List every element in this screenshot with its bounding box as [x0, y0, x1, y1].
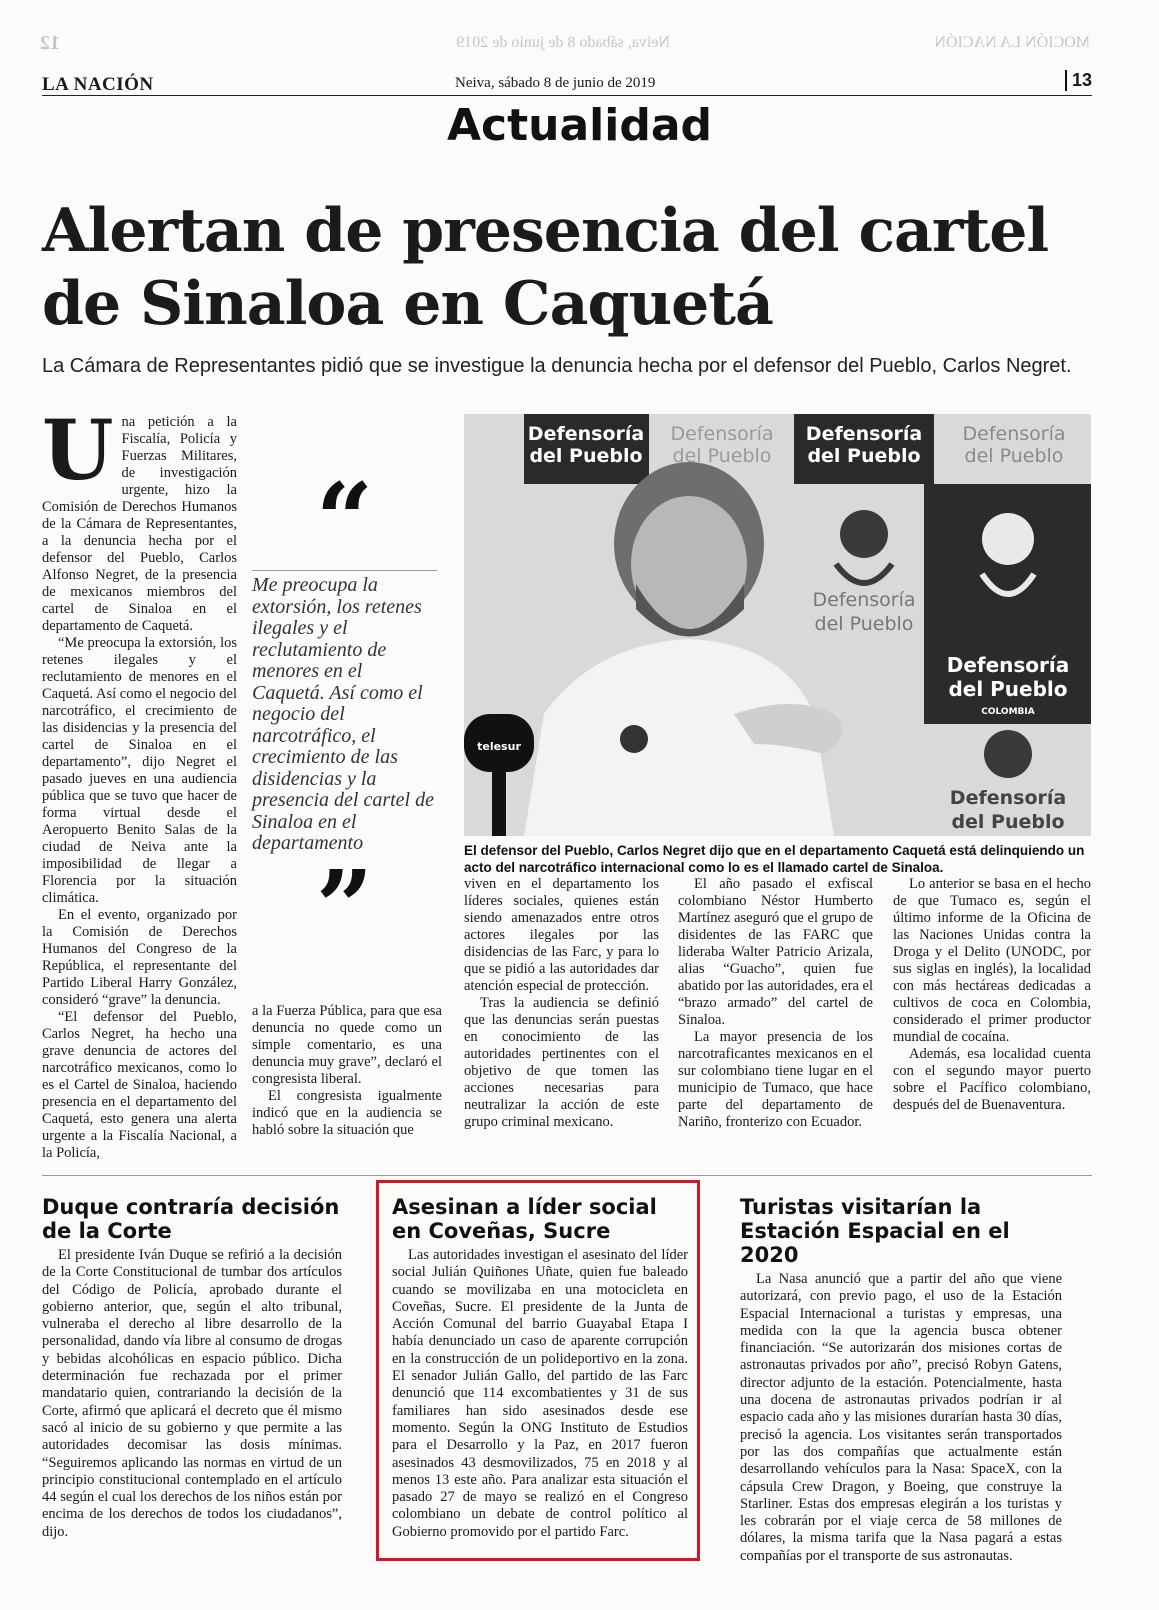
bleed-left: MOCIÓN LA NACIÓN — [934, 34, 1090, 51]
article-paragraph: viven en el departamento los líderes sociales, quienes están siendo amenazados entre otros actores ilegales por las disidencias de las Farc, y para lo que se pidió a las autoridades dar atención especial de protección. — [464, 876, 659, 994]
photo-illustration — [464, 414, 1091, 836]
article-paragraph: Además, esa localidad cuenta con el segundo mayor puerto sobre el Pacífico colombiano, después del de Buenaventura. — [893, 1046, 1091, 1113]
svg-text:COLOMBIA: COLOMBIA — [981, 707, 1035, 717]
article-paragraph: Lo anterior se basa en el hecho de que Tumaco es, según el último informe de la Oficina de las Naciones Unidas contra la Droga y el Delito (UNODC, por sus siglas en inglés), la localidad con más hectáreas dedicadas a cultivos de coca en Colombia, considerado el primer productor mundial de cocaína. — [893, 876, 1091, 1045]
article-column-2 — [252, 1003, 442, 1139]
svg-text:del Pueblo: del Pueblo — [951, 811, 1065, 833]
svg-text:telesur: telesur — [477, 740, 521, 753]
svg-text:Defensoría: Defensoría — [670, 423, 774, 445]
briefs-divider — [42, 1175, 1092, 1176]
svg-text:Defensoría: Defensoría — [949, 787, 1067, 809]
article-paragraph: La mayor presencia de los narcotraficantes mexicanos en el sur colombiano tiene lugar en el municipio de Tumaco, que hace parte del departamento de Nariño, fronterizo con Ecuador. — [678, 1029, 873, 1130]
svg-text:Defensoría: Defensoría — [946, 653, 1070, 677]
svg-text:del Pueblo: del Pueblo — [964, 445, 1064, 467]
headline: Alertan de presencia del cartel de Sinaloa en Caquetá — [42, 196, 1049, 339]
brief-title: Turistas visitarían la Estación Espacial en el 2020 — [740, 1195, 1010, 1267]
brief-body: La Nasa anunció que a partir del año que viene autorizará, con previo pago, el uso de la Estación Espacial Internacional a turistas y empresas, una medida con la que la agencia busca obtener financiación. “Se autorizarán dos misiones cortas de astronautas privados por año”, precisó Robyn Gatens, director adjunto de la estación. Potencialmente, hasta una docena de astronautas privados podrían ir al espacio cada año y las misiones durarían hasta 30 días, precisó la agencia. Los visitantes serán transportados por las dos compañías que actualmente están desarrollando vehículos para la Nasa: SpaceX, con la cápsula Crew Dragon, y Boeing, que construye la Starliner. Estas dos empresas elegirán a los turistas y les cobrarán por el viaje cerca de 58 millones de dólares, la misma tarifa que la Nasa pagará a estas compañías por el transporte de sus astronautas. — [740, 1271, 1062, 1564]
article-paragraph: En el evento, organizado por la Comisión de Derechos Humanos del Congreso de la República, el representante del Partido Liberal Harry González, consideró “grave” la denuncia. — [42, 907, 237, 1008]
svg-text:del Pueblo: del Pueblo — [672, 445, 772, 467]
highlight-box — [376, 1180, 700, 1561]
page-number: 13 — [1065, 70, 1092, 91]
article-paragraph: El año pasado el exfiscal colombiano Néstor Humberto Martínez aseguró que el grupo de disidentes de las FARC que lideraba Walter Patricio Arizala, alias “Guacho”, quien fue abatido por las autoridades, era el “brazo armado” del cartel de Sinaloa. — [678, 876, 873, 1028]
pull-quote-text: Me preocupa la extorsión, los retenes ilegales y el reclutamiento de menores en el Caquetá. Así como el negocio del narcotráfico, el crecimiento de las disidencias y la presencia del cartel de Sinaloa en el departamento — [252, 570, 437, 855]
article-column-4 — [678, 876, 873, 1131]
article-column-1 — [42, 403, 237, 1162]
news-brief — [42, 1195, 342, 1541]
news-brief — [740, 1195, 1062, 1565]
article-paragraph: “El defensor del Pueblo, Carlos Negret, ha hecho una grave denuncia de actores del narcotráfico mexicanos, como lo es el Cartel de Sinaloa, haciendo presencia en el departamento del Caquetá, esto genera una alerta urgente a la Fiscalía Nacional, a la Policía, — [42, 1009, 237, 1161]
bleed-through-text — [40, 30, 1090, 56]
drop-cap: U — [42, 403, 114, 499]
open-quote-icon: “ — [315, 461, 374, 579]
svg-text:del Pueblo: del Pueblo — [529, 445, 643, 467]
header-rule — [42, 95, 1092, 96]
article-column-5 — [893, 876, 1091, 1114]
article-paragraph: El congresista igualmente indicó que en la audiencia se habló sobre la situación que — [252, 1088, 442, 1138]
article-paragraph: Tras la audiencia se definió que las denuncias serán puestas en conocimiento de las autoridades pertinentes con el objetivo de que tomen las acciones necesarias para neutralizar la acción de este grupo criminal mexicano. — [464, 995, 659, 1130]
brief-title: Duque contraría decisión de la Corte — [42, 1195, 340, 1243]
newspaper-logo: LA NACIÓN — [42, 74, 154, 95]
subheadline: La Cámara de Representantes pidió que se investigue la denuncia hecha por el defensor del Pueblo, Carlos Negret. — [42, 355, 1072, 377]
svg-text:Defensoría: Defensoría — [812, 589, 916, 611]
section-title: Actualidad — [446, 100, 713, 151]
svg-text:del Pueblo: del Pueblo — [814, 613, 914, 635]
article-paragraph: a la Fuerza Pública, para que esa denuncia no quede como un simple comentario, es una denuncia muy grave”, declaró el congresista liberal. — [252, 1003, 442, 1087]
article-photo — [464, 414, 1091, 836]
svg-text:Defensoría: Defensoría — [962, 423, 1066, 445]
dateline: Neiva, sábado 8 de junio de 2019 — [455, 75, 656, 91]
svg-text:del Pueblo: del Pueblo — [807, 445, 921, 467]
article-paragraph: “Me preocupa la extorsión, los retenes ilegales y el reclutamiento de menores en el Caquetá. Así como el negocio del narcotráfico, el crecimiento de las disidencias y la presencia del cartel de Sinaloa en el departamento”, dijo Negret el pasado jueves en una audiencia pública que se tuvo que hacer de forma virtual desde el Aeropuerto Benito Salas de la ciudad de Neiva ante la imposibilidad de llegar a Florencia por la situación climática. — [42, 635, 237, 906]
brief-title: Asesinan a líder social en Coveñas, Sucre — [392, 1195, 657, 1243]
svg-text:Defensoría: Defensoría — [527, 423, 645, 445]
bleed-center: Neiva, sábado 8 de junio de 2019 — [456, 34, 670, 51]
brief-body: Las autoridades investigan el asesinato del líder social Julián Quiñones Uñate, quien fue baleado cuando se movilizaba en una motocicleta en Coveñas, Sucre. El presidente de la Junta de Acción Comunal del barrio Guayabal Etapa I había denunciado un caso de aparente corrupción en la construcción de un polideportivo en la zona. El senador Julián Gallo, del partido de las Farc denunció que 114 excombatientes y 31 de sus familiares han sido asesinados desde ese momento. Según la ONG Instituto de Estudios para el Desarrollo y la Paz, en 2017 fueron asesinados 43 desmovilizados, 75 en 2018 y al menos 13 este año. Para analizar esta situación el pasado 27 de mayo se realizó en el Congreso colombiano un debate de control político al Gobierno promovido por el partido Farc. — [392, 1247, 688, 1540]
svg-text:Defensoría: Defensoría — [805, 423, 923, 445]
brief-body: El presidente Iván Duque se refirió a la decisión de la Corte Constitucional de tumbar dos artículos del Código de Policía, aprobado durante el gobierno anterior, que, según el alto tribunal, vulneraba el derecho al libre desarrollo de la personalidad, dando vía libre al consumo de drogas y bebidas alcohólicas en espacio público. Dicha determinación fue rechazada por el primer mandatario quien, contrariando la decisión de la Corte, afirmó que aplicará el decreto que él mismo sacó al inicio de su gobierno y que permite a las autoridades decomisar las dosis mínimas. “Seguiremos aplicando las normas en virtud de un principio constitucional contemplado en el artículo 44 según el cual los derechos de los niños están por encima de los derechos de todos los ciudadanos”, dijo. — [42, 1247, 342, 1540]
bleed-page: 12 — [40, 32, 60, 54]
close-quote-icon: ” — [315, 847, 374, 966]
pull-quote — [252, 461, 437, 966]
article-column-3 — [464, 876, 659, 1131]
article-paragraph: Una petición a la Fiscalía, Policía y Fuerzas Militares, de investigación urgente, hizo la Comisión de Derechos Humanos de la Cámara de Representantes, a la denuncia hecha por el defensor del Pueblo, Carlos Alfonso Negret, de la presencia de mexicanos miembros del cartel de Sinaloa en el departamento de Caquetá. — [42, 403, 237, 634]
photo-caption: El defensor del Pueblo, Carlos Negret dijo que en el departamento Caquetá está delinquiendo un acto del narcotráfico internacional como lo es el llamado cartel de Sinaloa. — [464, 843, 1085, 875]
svg-text:del Pueblo: del Pueblo — [948, 677, 1068, 701]
